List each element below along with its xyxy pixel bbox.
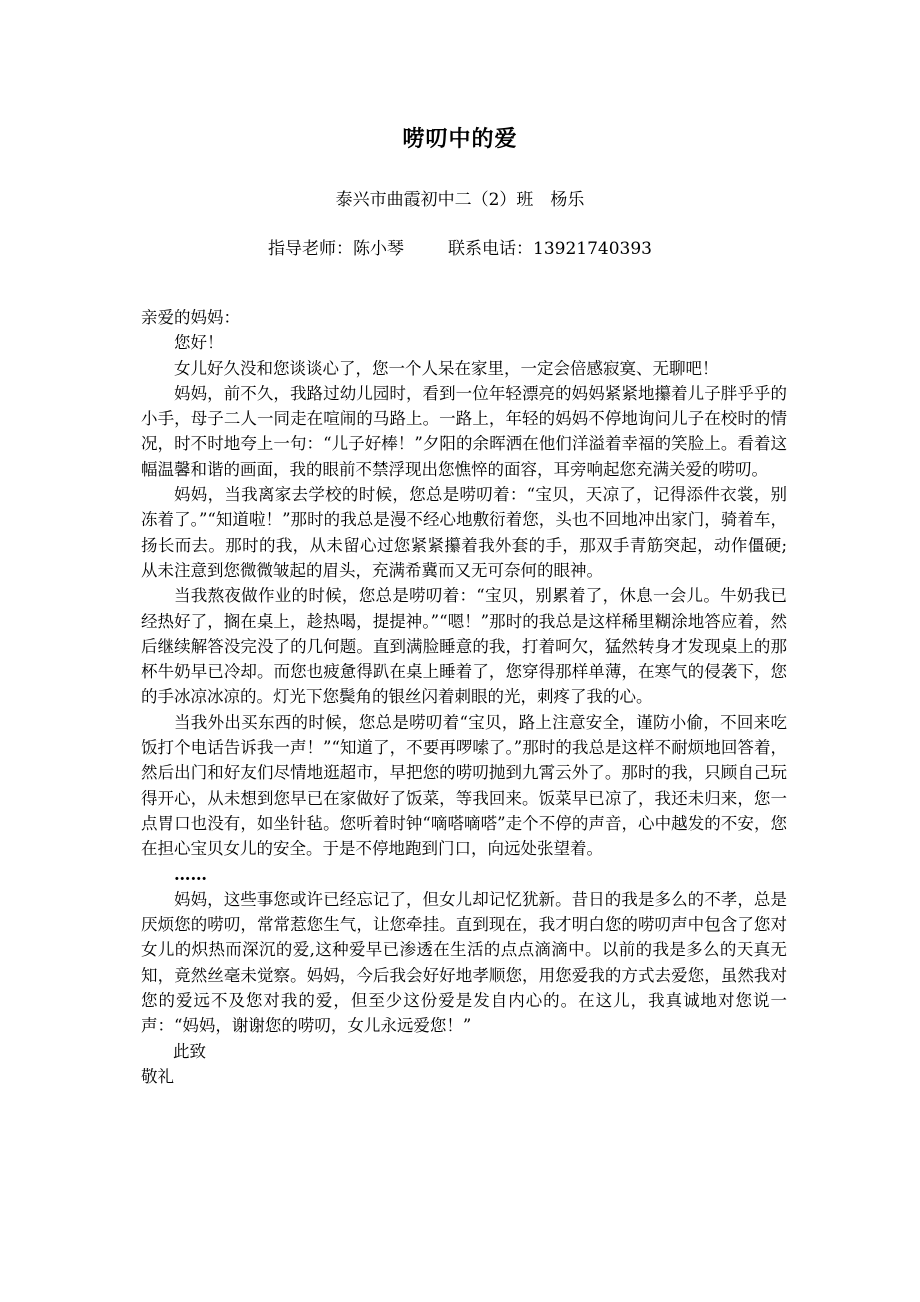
closing-line-2: 敬礼 [141,1066,174,1086]
paragraph-2: 妈妈，前不久，我路过幼儿园时，看到一位年轻漂亮的妈妈紧紧地攥着儿子胖乎乎的小手，母子二人一同走在喧闹的马路上。一路上，年轻的妈妈不停地询问儿子在校时的情况，时不时地夸上一句：“儿子好棒！”夕阳的余晖洒在他们洋溢着幸福的笑脸上。看着这幅温馨和谐的画面，我的眼前不禁浮现出您憔悴的面容，耳旁响起您充满关爱的唠叨。 [141,383,787,479]
letter-greeting: 您好！ [174,333,224,353]
paragraph-1: 女儿好久没和您谈谈心了，您一个人呆在家里，一定会倍感寂寞、无聊吧！ [174,358,719,378]
teacher-name: 指导老师：陈小琴 [268,239,404,259]
letter-body [141,305,787,1089]
author-byline: 泰兴市曲霞初中二（2）班 杨乐 [335,190,585,210]
closing-line-1: 此致 [173,1041,206,1061]
paragraph-4: 当我熬夜做作业的时候，您总是唠叨着：“宝贝，别累着了，休息一会儿。牛奶我已经热好了，搁在桌上，趁热喝，提提神。”“嗯！”那时的我总是这样稀里糊涂地答应着，然后继续解答没完没了的几何题。直到满脸睡意的我，打着呵欠，猛然转身才发现桌上的那杯牛奶早已冷却。而您也疲惫得趴在桌上睡着了，您穿得那样单薄，在寒气的侵袭下，您的手冰凉冰凉的。灯光下您鬓角的银丝闪着刺眼的光，刺疼了我的心。 [141,586,787,707]
paragraph-6: 妈妈，这些事您或许已经忘记了，但女儿却记忆犹新。昔日的我是多么的不孝，总是厌烦您的唠叨，常常惹您生气，让您牵挂。直到现在，我才明白您的唠叨声中包含了您对女儿的炽热而深沉的爱,这种爱早已渗透在生活的点点滴滴中。以前的我是多么的天真无知，竟然丝毫未觉察。妈妈，今后我会好好地孝顺您，用您爱我的方式去爱您，虽然我对您的爱远不及您对我的爱，但至少这份爱是发自内心的。在这儿，我真诚地对您说一声：“妈妈，谢谢您的唠叨，女儿永远爱您！” [141,889,787,1036]
letter-salutation: 亲爱的妈妈： [141,308,240,327]
essay-title: 唠叨中的爱 [402,126,518,152]
paragraph-3: 妈妈，当我离家去学校的时候，您总是唠叨着：“宝贝，天凉了，记得添件衣裳，别冻着了。”“知道啦！”那时的我总是漫不经心地敷衍着您，头也不回地冲出家门，骑着车，扬长而去。那时的我，从未留心过您紧紧攥着我外套的手，那双手青筋突起，动作僵硬; 从未注意到您微微皱起的眉头，充满希冀而又无可奈何的眼神。 [141,485,787,580]
teacher-contact-line [0,234,920,259]
contact-phone: 联系电话：13921740393 [448,239,652,259]
paragraph-5: 当我外出买东西的时候，您总是唠叨着“宝贝，路上注意安全，谨防小偷，不回来吃饭打个电话告诉我一声！”“知道了，不要再啰嗦了。”那时的我总是这样不耐烦地回答着，然后出门和好友们尽情地逛超市，早把您的唠叨抛到九霄云外了。那时的我，只顾自己玩得开心，从未想到您早已在家做好了饭菜，等我回来。饭菜早已凉了，我还未归来，您一点胃口也没有，如坐针毡。您听着时钟“嘀嗒嘀嗒”走个不停的声音，心中越发的不安，您在担心宝贝女儿的安全。于是不停地跑到门口，向远处张望着。 [141,712,787,859]
ellipsis-line: …… [174,864,207,884]
